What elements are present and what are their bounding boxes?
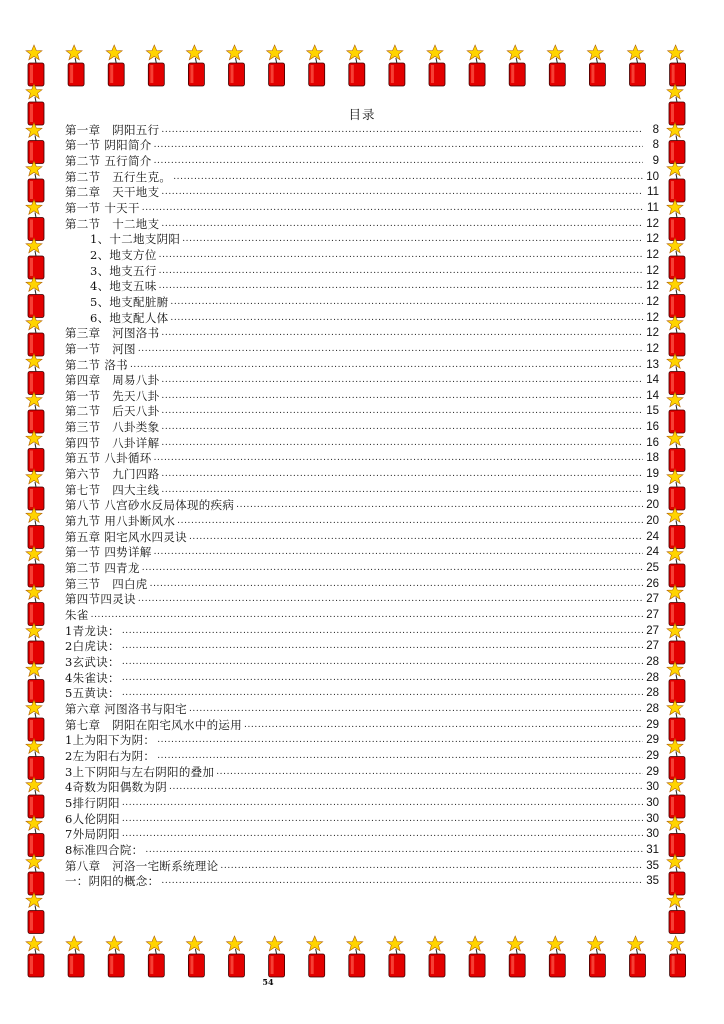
candle-star-icon — [26, 392, 44, 433]
toc-entry-title: 第一章 阴阳五行 — [65, 122, 160, 137]
candle-star-icon — [307, 45, 325, 86]
toc-leader-dots — [161, 373, 643, 387]
candle-star-icon — [667, 392, 685, 433]
toc-entry-page: 12 — [646, 264, 659, 277]
toc-leader-dots — [159, 279, 643, 293]
toc-entry[interactable] — [65, 403, 659, 419]
toc-entry-page: 29 — [646, 765, 659, 778]
toc-entry[interactable] — [65, 857, 659, 873]
toc-entry[interactable] — [65, 841, 659, 857]
toc-entry[interactable] — [65, 121, 659, 137]
toc-entry[interactable] — [65, 544, 659, 560]
candle-star-icon — [26, 893, 44, 934]
candle-star-icon — [667, 623, 685, 664]
candle-star-icon — [667, 315, 685, 356]
toc-leader-dots — [157, 733, 643, 747]
toc-entry-title: 1、十二地支阴阳 — [90, 232, 181, 247]
toc-entry-page: 25 — [646, 562, 659, 575]
toc-entry[interactable] — [65, 168, 659, 184]
toc-entry-page: 28 — [646, 671, 659, 684]
toc-entry[interactable] — [65, 826, 659, 842]
toc-leader-dots — [122, 827, 643, 841]
toc-entry[interactable] — [65, 575, 659, 591]
toc-leader-dots — [169, 780, 643, 794]
toc-entry-title: 第一节 十天干 — [65, 200, 140, 215]
toc-entry-page: 29 — [646, 718, 659, 731]
toc-leader-dots — [170, 311, 643, 325]
candle-star-icon — [667, 739, 685, 780]
toc-entry-page: 16 — [646, 421, 659, 434]
toc-leader-dots — [161, 404, 643, 418]
toc-entry[interactable] — [65, 184, 659, 200]
toc-leader-dots — [122, 812, 643, 826]
candle-star-icon — [628, 45, 646, 86]
toc-entry-title: 3上下阴阳与左右阴阳的叠加 — [65, 764, 215, 779]
toc-entry-title: 第二节 后天八卦 — [65, 404, 160, 419]
toc-entry-title: 第七节 四大主线 — [65, 482, 160, 497]
candle-star-icon — [667, 277, 685, 318]
toc-leader-dots — [122, 796, 643, 810]
toc-entry-title: 一：阴阳的概念： — [65, 874, 160, 889]
toc-leader-dots — [161, 467, 643, 481]
toc-leader-dots — [122, 624, 643, 638]
toc-entry[interactable] — [65, 199, 659, 215]
candle-star-icon — [146, 936, 164, 977]
toc-leader-dots — [161, 185, 643, 199]
candle-star-icon — [587, 936, 605, 977]
toc-entry-page: 30 — [646, 812, 659, 825]
candle-star-icon — [267, 936, 285, 977]
candle-star-icon — [347, 936, 365, 977]
candle-star-icon — [667, 585, 685, 626]
candle-star-icon — [106, 45, 124, 86]
toc-entry-page: 26 — [646, 577, 659, 590]
candle-star-icon — [26, 508, 44, 549]
toc-entry-page: 8 — [652, 139, 659, 152]
toc-entry-page: 29 — [646, 749, 659, 762]
candle-star-icon — [26, 200, 44, 241]
candle-star-icon — [667, 508, 685, 549]
toc-leader-dots — [244, 718, 643, 732]
toc-entry-title: 1青龙诀： — [65, 623, 120, 638]
toc-leader-dots — [122, 671, 643, 685]
toc-entry-page: 16 — [646, 436, 659, 449]
toc-entry[interactable] — [65, 152, 659, 168]
toc-leader-dots — [154, 545, 643, 559]
toc-leader-dots — [236, 498, 643, 512]
candle-star-icon — [667, 816, 685, 857]
toc-entry-title: 第五节 八卦循环 — [65, 451, 152, 466]
toc-entry-page: 31 — [646, 843, 659, 856]
toc-entry-title: 2、地支方位 — [90, 247, 157, 262]
toc-entry-page: 28 — [646, 655, 659, 668]
candle-star-icon — [667, 200, 685, 241]
toc-entry-title: 朱雀 — [65, 608, 89, 622]
candle-star-icon — [26, 277, 44, 318]
candle-star-icon — [146, 45, 164, 86]
toc-entry-title: 3玄武诀： — [65, 654, 120, 669]
toc-entry[interactable] — [65, 559, 659, 575]
toc-entry-title: 7外局阴阳 — [65, 827, 120, 842]
toc-leader-dots — [154, 138, 643, 152]
candle-star-icon — [26, 700, 44, 741]
toc-leader-dots — [122, 639, 643, 653]
toc-leader-dots — [159, 248, 643, 262]
toc-entry-page: 12 — [646, 248, 659, 261]
candle-star-icon — [667, 238, 685, 279]
toc-entry-page: 24 — [646, 530, 659, 543]
toc-entry-page: 30 — [646, 796, 659, 809]
toc-entry-page: 13 — [646, 358, 659, 371]
toc-leader-dots — [157, 749, 643, 763]
candle-star-icon — [387, 45, 405, 86]
candle-star-icon — [667, 777, 685, 818]
candle-star-icon — [667, 700, 685, 741]
toc-entry-page: 8 — [652, 123, 659, 136]
toc-leader-dots — [220, 859, 643, 873]
toc-entry-page: 14 — [646, 389, 659, 402]
toc-entry-title: 第九节 用八卦断风水 — [65, 514, 176, 529]
table-of-contents — [65, 121, 659, 888]
toc-entry-title: 第二节 五行生克。 — [65, 169, 172, 184]
toc-entry[interactable] — [65, 372, 659, 388]
toc-leader-dots — [161, 326, 643, 340]
toc-entry-title: 1上为阳下为阴： — [65, 733, 156, 748]
toc-leader-dots — [161, 420, 643, 434]
candle-star-icon — [427, 936, 445, 977]
candle-star-icon — [26, 161, 44, 202]
toc-entry[interactable] — [65, 622, 659, 638]
toc-leader-dots — [138, 592, 643, 606]
toc-entry[interactable] — [65, 685, 659, 701]
toc-entry-title: 第一节 阴阳简介 — [65, 138, 152, 153]
toc-entry-title: 第一节 四势详解 — [65, 545, 152, 560]
toc-entry[interactable] — [65, 246, 659, 262]
toc-entry[interactable] — [65, 810, 659, 826]
candle-star-icon — [668, 45, 686, 86]
candle-star-icon — [467, 45, 485, 86]
toc-entry[interactable] — [65, 873, 659, 889]
toc-entry-title: 8标准四合院： — [65, 842, 144, 857]
toc-entry-title: 5排行阴阳 — [65, 795, 120, 810]
toc-leader-dots — [150, 577, 643, 591]
toc-entry-title: 第四节 八卦详解 — [65, 435, 160, 450]
toc-entry-title: 第二节 五行简介 — [65, 153, 152, 168]
toc-entry-title: 第四节四灵诀 — [65, 592, 136, 607]
candle-star-icon — [507, 936, 525, 977]
toc-entry-page: 12 — [646, 295, 659, 308]
candle-star-icon — [186, 45, 204, 86]
toc-entry-title: 第二节 十二地支 — [65, 216, 160, 231]
toc-entry[interactable] — [65, 794, 659, 810]
candle-star-icon — [186, 936, 204, 977]
candle-star-icon — [667, 161, 685, 202]
toc-entry-page: 12 — [646, 342, 659, 355]
candle-star-icon — [26, 123, 44, 164]
toc-leader-dots — [138, 342, 643, 356]
candle-star-icon — [66, 936, 84, 977]
toc-entry-title: 3、地支五行 — [90, 263, 157, 278]
toc-entry[interactable] — [65, 325, 659, 341]
candle-star-icon — [667, 123, 685, 164]
toc-entry[interactable] — [65, 591, 659, 607]
candle-star-icon — [547, 45, 565, 86]
toc-entry-page: 20 — [646, 499, 659, 512]
toc-entry-page: 29 — [646, 734, 659, 747]
toc-entry[interactable] — [65, 262, 659, 278]
toc-entry-title: 第二节 洛书 — [65, 357, 128, 372]
candle-star-icon — [667, 431, 685, 472]
candle-star-icon — [668, 936, 686, 977]
toc-entry[interactable] — [65, 387, 659, 403]
toc-entry[interactable] — [65, 450, 659, 466]
candle-star-icon — [227, 45, 245, 86]
candle-star-icon — [387, 936, 405, 977]
toc-entry[interactable] — [65, 137, 659, 153]
toc-leader-dots — [189, 702, 643, 716]
toc-leader-dots — [159, 264, 643, 278]
toc-entry[interactable] — [65, 293, 659, 309]
toc-entry-title: 第三节 八卦类象 — [65, 420, 160, 435]
toc-entry-title: 6人伦阴阳 — [65, 811, 120, 826]
toc-entry[interactable] — [65, 653, 659, 669]
toc-entry[interactable] — [65, 434, 659, 450]
toc-leader-dots — [216, 765, 643, 779]
toc-entry[interactable] — [65, 638, 659, 654]
toc-entry-page: 10 — [646, 170, 659, 183]
candle-star-icon — [667, 854, 685, 895]
toc-entry-title: 第三章 河图洛书 — [65, 326, 160, 341]
toc-entry-page: 35 — [646, 859, 659, 872]
candle-star-icon — [26, 469, 44, 510]
toc-entry-page: 14 — [646, 374, 659, 387]
toc-leader-dots — [130, 358, 643, 372]
toc-entry-title: 第八章 河洛一宅断系统理论 — [65, 858, 219, 873]
toc-leader-dots — [189, 530, 643, 544]
candle-star-icon — [26, 936, 44, 977]
toc-leader-dots — [170, 295, 643, 309]
toc-entry[interactable] — [65, 669, 659, 685]
toc-entry-page: 24 — [646, 546, 659, 559]
toc-entry[interactable] — [65, 497, 659, 513]
toc-entry[interactable] — [65, 732, 659, 748]
toc-entry-title: 5五黄诀： — [65, 686, 120, 701]
toc-entry-page: 30 — [646, 781, 659, 794]
candle-star-icon — [26, 238, 44, 279]
candle-star-icon — [547, 936, 565, 977]
candle-star-icon — [26, 45, 44, 86]
toc-entry-page: 27 — [646, 640, 659, 653]
toc-entry[interactable] — [65, 512, 659, 528]
toc-entry[interactable] — [65, 215, 659, 231]
candle-star-icon — [66, 45, 84, 86]
toc-entry-page: 11 — [647, 186, 659, 199]
toc-entry-page: 12 — [646, 280, 659, 293]
candle-star-icon — [667, 893, 685, 934]
toc-entry-page: 9 — [652, 154, 659, 167]
candle-star-icon — [26, 739, 44, 780]
toc-entry-title: 第六节 九门四路 — [65, 467, 160, 482]
toc-leader-dots — [182, 232, 643, 246]
toc-entry-title: 第二章 天干地支 — [65, 185, 160, 200]
toc-entry[interactable] — [65, 747, 659, 763]
candle-star-icon — [26, 546, 44, 587]
toc-entry-page: 19 — [646, 468, 659, 481]
candle-star-icon — [106, 936, 124, 977]
toc-entry[interactable] — [65, 465, 659, 481]
toc-entry-title: 第五章 阳宅风水四灵诀 — [65, 529, 187, 544]
toc-entry[interactable] — [65, 356, 659, 372]
candle-star-icon — [587, 45, 605, 86]
toc-entry[interactable] — [65, 763, 659, 779]
toc-leader-dots — [161, 123, 643, 137]
candle-star-icon — [26, 854, 44, 895]
toc-entry-page: 27 — [646, 609, 659, 621]
toc-leader-dots — [161, 217, 643, 231]
toc-entry-page: 30 — [646, 828, 659, 841]
toc-leader-dots — [154, 154, 643, 168]
candle-star-icon — [26, 354, 44, 395]
toc-entry-page: 35 — [646, 875, 659, 888]
candle-star-icon — [307, 936, 325, 977]
toc-entry[interactable] — [65, 481, 659, 497]
toc-entry-title: 4朱雀诀： — [65, 670, 120, 685]
candle-star-icon — [26, 816, 44, 857]
toc-leader-dots — [177, 514, 643, 528]
toc-entry-title: 2左为阳右为阴： — [65, 748, 156, 763]
toc-entry-title: 第四章 周易八卦 — [65, 373, 160, 388]
candle-star-icon — [347, 45, 365, 86]
toc-leader-dots — [173, 170, 643, 184]
toc-leader-dots — [161, 436, 643, 450]
toc-entry-title: 第一节 河图 — [65, 341, 136, 356]
toc-title: 目录 — [348, 107, 376, 122]
toc-entry-page: 12 — [646, 233, 659, 246]
toc-entry[interactable] — [65, 606, 659, 622]
candle-star-icon — [26, 431, 44, 472]
toc-entry-page: 11 — [647, 201, 659, 214]
toc-entry-page: 12 — [646, 217, 659, 230]
toc-entry[interactable] — [65, 340, 659, 356]
page-number: 54 — [262, 977, 274, 987]
toc-entry-page: 18 — [646, 452, 659, 465]
toc-entry-page: 20 — [646, 515, 659, 528]
candle-star-icon — [26, 315, 44, 356]
toc-entry[interactable] — [65, 231, 659, 247]
toc-entry-page: 19 — [646, 483, 659, 496]
candle-star-icon — [667, 354, 685, 395]
toc-entry-title: 5、地支配脏腑 — [90, 294, 169, 309]
toc-entry[interactable] — [65, 779, 659, 795]
candle-star-icon — [667, 469, 685, 510]
toc-leader-dots — [161, 483, 643, 497]
candle-star-icon — [628, 936, 646, 977]
toc-entry-title: 第六章 河图洛书与阳宅 — [65, 701, 187, 716]
toc-leader-dots — [142, 201, 643, 215]
toc-leader-dots — [154, 451, 643, 465]
toc-entry-title: 6、地支配人体 — [90, 310, 169, 325]
toc-leader-dots — [145, 843, 643, 857]
toc-entry-title: 第一节 先天八卦 — [65, 388, 160, 403]
toc-entry-title: 第三节 四白虎 — [65, 576, 148, 591]
candle-star-icon — [26, 662, 44, 703]
toc-entry[interactable] — [65, 716, 659, 732]
candle-star-icon — [227, 936, 245, 977]
toc-leader-dots — [122, 655, 643, 669]
candle-star-icon — [26, 777, 44, 818]
toc-entry-page: 27 — [646, 593, 659, 606]
toc-entry-title: 4奇数为阳偶数为阴 — [65, 780, 168, 795]
toc-entry-title: 4、地支五味 — [90, 279, 157, 294]
toc-leader-dots — [142, 561, 643, 575]
toc-entry-title: 第八节 八宫砂水反局体现的疾病 — [65, 498, 235, 513]
candle-star-icon — [26, 585, 44, 626]
toc-leader-dots — [161, 874, 643, 888]
toc-entry-page: 28 — [646, 702, 659, 715]
toc-entry-page: 28 — [646, 687, 659, 700]
candle-star-icon — [507, 45, 525, 86]
toc-entry-title: 第二节 四青龙 — [65, 561, 140, 576]
toc-entry[interactable] — [65, 528, 659, 544]
candle-star-icon — [26, 623, 44, 664]
candle-star-icon — [667, 662, 685, 703]
candle-star-icon — [267, 45, 285, 86]
toc-entry-page: 27 — [646, 624, 659, 637]
toc-entry-title: 2白虎诀： — [65, 639, 120, 654]
toc-leader-dots — [161, 389, 643, 403]
candle-star-icon — [427, 45, 445, 86]
toc-entry[interactable] — [65, 418, 659, 434]
toc-leader-dots — [91, 608, 643, 622]
candle-star-icon — [667, 546, 685, 587]
toc-leader-dots — [122, 686, 643, 700]
toc-entry-page: 15 — [646, 405, 659, 418]
toc-entry-page: 12 — [646, 311, 659, 324]
toc-entry[interactable] — [65, 309, 659, 325]
candle-star-icon — [467, 936, 485, 977]
toc-entry-title: 第七章 阴阳在阳宅风水中的运用 — [65, 717, 242, 732]
toc-entry[interactable] — [65, 700, 659, 716]
toc-entry-page: 12 — [646, 327, 659, 340]
toc-entry[interactable] — [65, 278, 659, 294]
